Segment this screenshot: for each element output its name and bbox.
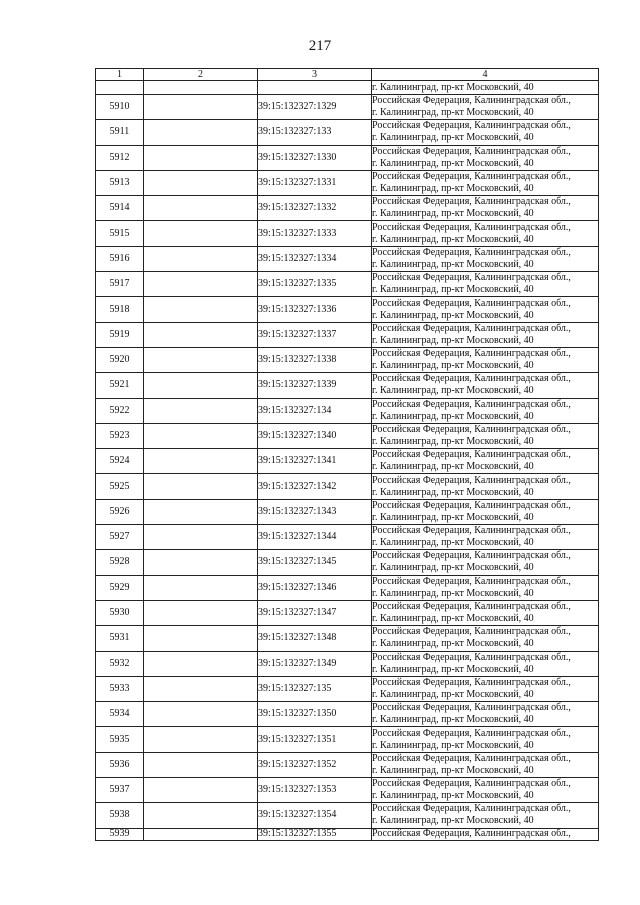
column-header: 3 [258, 69, 372, 81]
empty-cell [144, 196, 258, 221]
address-line-2: г. Калининград, пр-кт Московский, 40 [372, 385, 534, 397]
cadastral-number: 39:15:132327:1340 [258, 423, 372, 448]
cadastral-number: 39:15:132327:1349 [258, 651, 372, 676]
table-row [96, 398, 599, 423]
table-row [96, 676, 599, 701]
cadastral-number [258, 81, 372, 95]
cadastral-number: 39:15:132327:1353 [258, 778, 372, 803]
row-number: 5922 [96, 398, 144, 423]
row-number: 5924 [96, 449, 144, 474]
address-line-1: Российская Федерация, Калининградская обл., [372, 702, 571, 714]
empty-cell [144, 676, 258, 701]
address [372, 246, 599, 271]
column-header: 1 [96, 69, 144, 81]
address [372, 347, 599, 372]
cadastral-number: 39:15:132327:1350 [258, 702, 372, 727]
address-line-2: г. Калининград, пр-кт Московский, 40 [372, 815, 534, 827]
cadastral-number: 39:15:132327:1329 [258, 95, 372, 120]
empty-cell [144, 626, 258, 651]
address-line-2: г. Калининград, пр-кт Московский, 40 [372, 309, 534, 321]
row-number: 5932 [96, 651, 144, 676]
address-line-2: г. Калининград, пр-кт Московский, 40 [372, 663, 534, 675]
column-header: 4 [372, 69, 599, 81]
row-number: 5916 [96, 246, 144, 271]
address-line-2: г. Калининград, пр-кт Московский, 40 [372, 410, 534, 422]
address [372, 221, 599, 246]
row-number: 5910 [96, 95, 144, 120]
address [372, 550, 599, 575]
cadastral-number: 39:15:132327:1339 [258, 373, 372, 398]
address: Российская Федерация, Калининградская обл., [372, 828, 599, 840]
address [372, 423, 599, 448]
empty-cell [144, 322, 258, 347]
address-line-1: Российская Федерация, Калининградская обл., [372, 727, 571, 739]
address [372, 752, 599, 777]
address [372, 651, 599, 676]
empty-cell [144, 95, 258, 120]
table-row [96, 95, 599, 120]
table-row [96, 120, 599, 145]
address [372, 626, 599, 651]
empty-cell [144, 423, 258, 448]
row-number: 5919 [96, 322, 144, 347]
address-line-2: г. Калининград, пр-кт Московский, 40 [372, 436, 534, 447]
address [372, 449, 599, 474]
cadastral-number: 39:15:132327:1355 [258, 828, 372, 840]
row-number: 5925 [96, 474, 144, 499]
table-row [96, 272, 599, 297]
address-line-2: г. Калининград, пр-кт Московский, 40 [372, 157, 534, 169]
cadastral-number: 39:15:132327:1347 [258, 600, 372, 625]
empty-cell [144, 373, 258, 398]
empty-cell [144, 803, 258, 828]
table-row [96, 828, 599, 840]
address-line-2: г. Калининград, пр-кт Московский, 40 [372, 132, 534, 144]
cadastral-number: 39:15:132327:1346 [258, 575, 372, 600]
address-line-2: г. Калининград, пр-кт Московский, 40 [372, 107, 534, 119]
empty-cell [144, 651, 258, 676]
address-line-1: Российская Федерация, Калининградская обл., [372, 322, 571, 334]
cadastral-number: 39:15:132327:1351 [258, 727, 372, 752]
address [372, 322, 599, 347]
empty-cell [144, 170, 258, 195]
address [372, 778, 599, 803]
address [372, 120, 599, 145]
empty-cell [144, 727, 258, 752]
cadastral-number: 39:15:132327:1331 [258, 170, 372, 195]
address [372, 676, 599, 701]
table-row [96, 778, 599, 803]
table-row [96, 525, 599, 550]
address-line-2: г. Калининград, пр-кт Московский, 40 [372, 183, 534, 195]
address-line-1: Российская Федерация, Калининградская обл., [372, 601, 571, 613]
address-line-2: г. Калининград, пр-кт Московский, 40 [372, 461, 534, 473]
row-number: 5915 [96, 221, 144, 246]
cadastral-number: 39:15:132327:1334 [258, 246, 372, 271]
address-line-1: Российская Федерация, Калининградская обл., [372, 398, 571, 410]
address-line-1: Российская Федерация, Калининградская обл., [372, 525, 571, 537]
row-number: 5929 [96, 575, 144, 600]
row-number: 5935 [96, 727, 144, 752]
table-row [96, 347, 599, 372]
empty-cell [144, 828, 258, 840]
table-row [96, 449, 599, 474]
row-number: 5937 [96, 778, 144, 803]
address [372, 600, 599, 625]
address-line-1: Российская Федерация, Калининградская обл., [372, 272, 571, 284]
address [372, 170, 599, 195]
address [372, 373, 599, 398]
address-line-2: г. Калининград, пр-кт Московский, 40 [372, 233, 534, 245]
continuation-row [96, 81, 599, 95]
row-number: 5939 [96, 828, 144, 840]
cadastral-number: 39:15:132327:1338 [258, 347, 372, 372]
address-line-1: Российская Федерация, Калининградская обл., [372, 575, 571, 587]
table-row [96, 423, 599, 448]
address [372, 297, 599, 322]
table-row [96, 727, 599, 752]
row-number: 5917 [96, 272, 144, 297]
cadastral-number: 39:15:132327:1342 [258, 474, 372, 499]
empty-cell [144, 297, 258, 322]
address-line-2: г. Калининград, пр-кт Московский, 40 [372, 688, 534, 700]
cadastral-table [95, 68, 599, 841]
address-line-1: Российская Федерация, Калининградская обл., [372, 676, 571, 688]
address-line-2: г. Калининград, пр-кт Московский, 40 [372, 587, 534, 599]
table-row [96, 474, 599, 499]
address-line-1: Российская Федерация, Калининградская обл., [372, 752, 571, 764]
empty-cell [144, 550, 258, 575]
address-line-1: Российская Федерация, Калининградская обл., [372, 550, 571, 562]
address-line-2: г. Калининград, пр-кт Московский, 40 [372, 562, 534, 574]
row-number: 5920 [96, 347, 144, 372]
cadastral-number: 39:15:132327:135 [258, 676, 372, 701]
empty-cell [144, 575, 258, 600]
empty-cell [144, 499, 258, 524]
empty-cell [144, 246, 258, 271]
address-line-1: Российская Федерация, Калининградская обл., [372, 196, 571, 208]
empty-cell [144, 272, 258, 297]
address-line-2: г. Калининград, пр-кт Московский, 40 [372, 208, 534, 220]
cadastral-number: 39:15:132327:1330 [258, 145, 372, 170]
address-line-2: г. Калининград, пр-кт Московский, 40 [372, 764, 534, 776]
address-line-2: г. Калининград, пр-кт Московский, 40 [372, 714, 534, 726]
address-line-2: г. Калининград, пр-кт Московский, 40 [372, 511, 534, 523]
empty-cell [144, 474, 258, 499]
address-line-1: Российская Федерация, Калининградская обл., [372, 221, 571, 233]
table-row [96, 499, 599, 524]
table-row [96, 246, 599, 271]
address-line-2: г. Калининград, пр-кт Московский, 40 [372, 360, 534, 372]
cadastral-number: 39:15:132327:133 [258, 120, 372, 145]
table-row [96, 626, 599, 651]
address-line-2: г. Калининград, пр-кт Московский, 40 [372, 613, 534, 625]
cadastral-number: 39:15:132327:1332 [258, 196, 372, 221]
table-row [96, 803, 599, 828]
column-header: 2 [144, 69, 258, 81]
cadastral-number: 39:15:132327:1337 [258, 322, 372, 347]
cadastral-number: 39:15:132327:1354 [258, 803, 372, 828]
row-number: 5936 [96, 752, 144, 777]
address [372, 145, 599, 170]
cadastral-number: 39:15:132327:1348 [258, 626, 372, 651]
address-line-1: Российская Федерация, Калининградская обл., [372, 373, 571, 385]
row-number: 5930 [96, 600, 144, 625]
empty-cell [144, 752, 258, 777]
empty-cell [144, 120, 258, 145]
row-number: 5923 [96, 423, 144, 448]
address-continuation: г. Калининград, пр-кт Московский, 40 [372, 81, 599, 95]
row-number: 5921 [96, 373, 144, 398]
page-number: 217 [308, 38, 332, 54]
address-line-2: г. Калининград, пр-кт Московский, 40 [372, 284, 534, 296]
address-line-1: Российская Федерация, Калининградская обл., [372, 651, 571, 663]
address-line-1: Российская Федерация, Калининградская обл., [372, 778, 571, 790]
address-line-1: Российская Федерация, Калининградская обл., [372, 499, 571, 511]
empty-cell [144, 398, 258, 423]
table-row [96, 752, 599, 777]
row-number: 5938 [96, 803, 144, 828]
empty-cell [144, 145, 258, 170]
table-row [96, 322, 599, 347]
table-row [96, 651, 599, 676]
row-number: 5933 [96, 676, 144, 701]
address-line-2: г. Калининград, пр-кт Московский, 40 [372, 537, 534, 549]
address [372, 272, 599, 297]
address [372, 727, 599, 752]
address [372, 474, 599, 499]
table-row [96, 221, 599, 246]
cadastral-number: 39:15:132327:1344 [258, 525, 372, 550]
row-number: 5926 [96, 499, 144, 524]
address-line-1: Российская Федерация, Калининградская обл., [372, 145, 571, 157]
row-number: 5912 [96, 145, 144, 170]
address [372, 499, 599, 524]
address-line-1: Российская Федерация, Калининградская обл., [372, 95, 571, 107]
table-header-row [96, 69, 599, 81]
table-row [96, 550, 599, 575]
cadastral-number: 39:15:132327:1352 [258, 752, 372, 777]
address-line-2: г. Калининград, пр-кт Московский, 40 [372, 739, 534, 751]
address-line-2: г. Калининград, пр-кт Московский, 40 [372, 486, 534, 498]
empty-cell [144, 600, 258, 625]
empty-cell [144, 81, 258, 95]
table-row [96, 196, 599, 221]
address-line-2: г. Калининград, пр-кт Московский, 40 [372, 258, 534, 270]
row-number: 5931 [96, 626, 144, 651]
table-row [96, 702, 599, 727]
address-line-2: г. Калининград, пр-кт Московский, 40 [372, 334, 534, 346]
row-number: 5927 [96, 525, 144, 550]
empty-cell [144, 525, 258, 550]
cadastral-number: 39:15:132327:134 [258, 398, 372, 423]
table-row [96, 575, 599, 600]
address-line-1: Российская Федерация, Калининградская обл., [372, 246, 571, 258]
address [372, 803, 599, 828]
table-row [96, 600, 599, 625]
table-row [96, 373, 599, 398]
address-line-2: г. Калининград, пр-кт Московский, 40 [372, 790, 534, 802]
address-line-1: Российская Федерация, Калининградская обл., [372, 348, 571, 360]
empty-cell [144, 221, 258, 246]
address [372, 575, 599, 600]
address [372, 702, 599, 727]
empty-cell [144, 702, 258, 727]
cadastral-number: 39:15:132327:1333 [258, 221, 372, 246]
empty-cell [144, 778, 258, 803]
address [372, 398, 599, 423]
row-number: 5913 [96, 170, 144, 195]
address-line-1: Российская Федерация, Калининградская обл., [372, 449, 571, 461]
address [372, 95, 599, 120]
address-line-1: Российская Федерация, Калининградская обл., [372, 424, 571, 435]
address-line-1: Российская Федерация, Калининградская обл., [372, 626, 571, 638]
address-line-1: Российская Федерация, Калининградская обл., [372, 474, 571, 486]
address-line-1: Российская Федерация, Калининградская обл., [372, 803, 571, 815]
cadastral-number: 39:15:132327:1343 [258, 499, 372, 524]
row-number [96, 81, 144, 95]
row-number: 5911 [96, 120, 144, 145]
cadastral-number: 39:15:132327:1341 [258, 449, 372, 474]
empty-cell [144, 347, 258, 372]
table-row [96, 145, 599, 170]
table-row [96, 170, 599, 195]
cadastral-number: 39:15:132327:1336 [258, 297, 372, 322]
address-line-2: г. Калининград, пр-кт Московский, 40 [372, 638, 534, 650]
row-number: 5914 [96, 196, 144, 221]
cadastral-number: 39:15:132327:1345 [258, 550, 372, 575]
address [372, 196, 599, 221]
address-line-1: Российская Федерация, Калининградская обл., [372, 120, 571, 132]
address-line-1: Российская Федерация, Калининградская обл., [372, 171, 571, 183]
cadastral-number: 39:15:132327:1335 [258, 272, 372, 297]
row-number: 5928 [96, 550, 144, 575]
empty-cell [144, 449, 258, 474]
table-row [96, 297, 599, 322]
address-line-1: Российская Федерация, Калининградская обл., [372, 297, 571, 309]
address [372, 525, 599, 550]
row-number: 5934 [96, 702, 144, 727]
row-number: 5918 [96, 297, 144, 322]
